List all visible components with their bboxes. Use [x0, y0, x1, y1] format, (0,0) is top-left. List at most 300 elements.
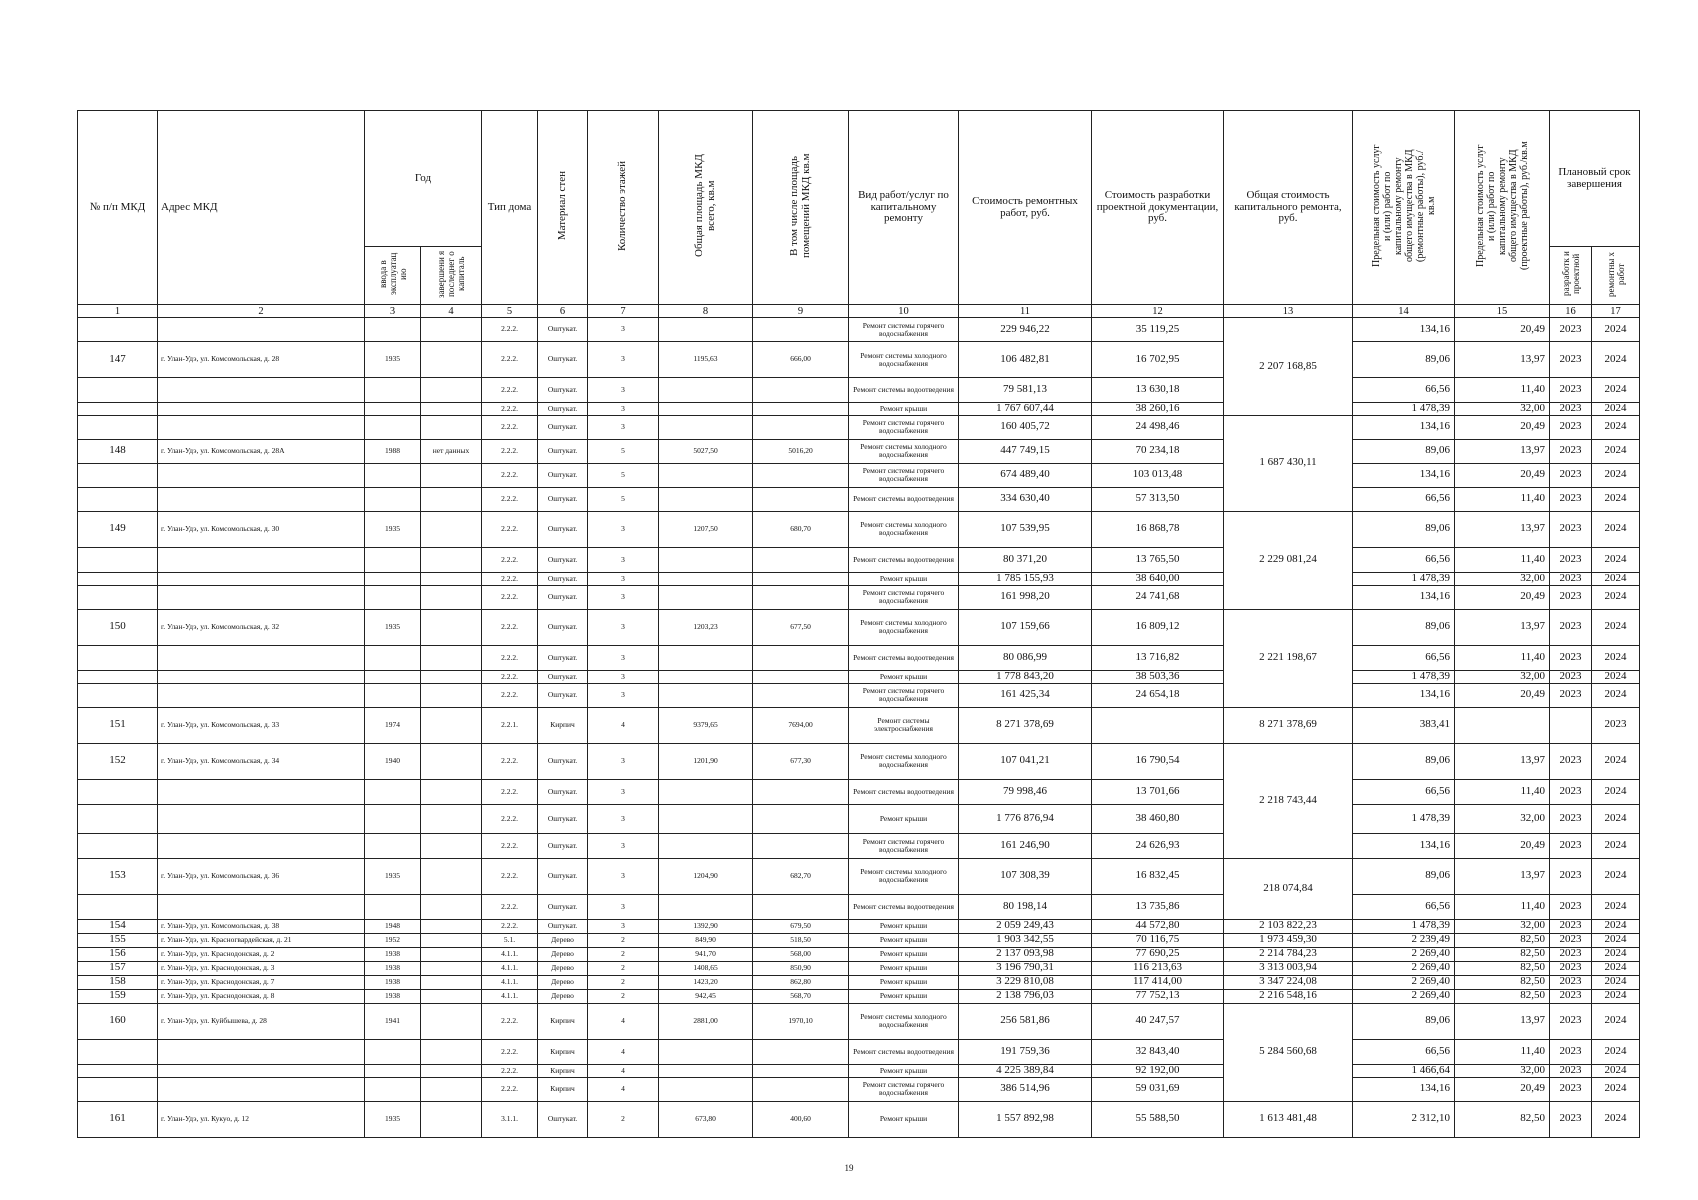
limit-design-cell: 32,00: [1455, 804, 1550, 833]
limit-design-cell: 13,97: [1455, 439, 1550, 463]
year-in-operation-cell: 1941: [365, 1003, 421, 1039]
wall-material-cell: Дерево: [538, 961, 588, 975]
wall-material-cell: Оштукат.: [538, 670, 588, 683]
table-row: [78, 547, 1640, 572]
design-cost-cell: 16 868,78: [1092, 511, 1224, 547]
table-row: [78, 1101, 1640, 1137]
address-cell: [158, 670, 365, 683]
year-in-operation-cell: [365, 670, 421, 683]
house-type-cell: 2.2.2.: [482, 439, 538, 463]
header-year-in-operation: [365, 247, 421, 305]
limit-design-cell: 11,40: [1455, 1039, 1550, 1064]
table-row: [78, 1039, 1640, 1064]
repair-cost-cell: 256 581,86: [959, 1003, 1092, 1039]
rooms-area-cell: 518,50: [753, 933, 849, 947]
design-cost-cell: 70 116,75: [1092, 933, 1224, 947]
total-area-cell: [659, 378, 753, 403]
address-cell: [158, 487, 365, 511]
table-row: [78, 1003, 1640, 1039]
repair-cost-cell: 1 557 892,98: [959, 1101, 1092, 1137]
repair-cost-cell: 1 767 607,44: [959, 403, 1092, 416]
floors-cell: 2: [588, 975, 659, 989]
rooms-area-cell: 666,00: [753, 342, 849, 378]
header-deadline: Плановый срок завершения: [1550, 111, 1640, 247]
year-last-overhaul-cell: [421, 989, 482, 1003]
address-cell: г. Улан-Удэ, ул. Комсомольская, д. 32: [158, 609, 365, 645]
capital-repair-table: [77, 110, 1640, 1138]
mkd-number-cell: [78, 894, 158, 919]
limit-design-cell: 82,50: [1455, 1101, 1550, 1137]
year-last-overhaul-cell: [421, 487, 482, 511]
deadline-design-cell: [1550, 707, 1592, 743]
design-cost-cell: 55 588,50: [1092, 1101, 1224, 1137]
house-type-cell: 2.2.2.: [482, 779, 538, 804]
table-row: [78, 318, 1640, 342]
rooms-area-cell: [753, 585, 849, 609]
total-area-cell: [659, 894, 753, 919]
limit-design-cell: 20,49: [1455, 318, 1550, 342]
deadline-repair-cell: 2024: [1592, 585, 1640, 609]
mkd-number-cell: [78, 1039, 158, 1064]
address-cell: г. Улан-Удэ, ул. Красногвардейская, д. 21: [158, 933, 365, 947]
address-cell: г. Улан-Удэ, ул. Комсомольская, д. 30: [158, 511, 365, 547]
deadline-repair-cell: 2024: [1592, 318, 1640, 342]
address-cell: [158, 463, 365, 487]
deadline-repair-cell: 2024: [1592, 975, 1640, 989]
limit-design-cell: 11,40: [1455, 779, 1550, 804]
work-type-cell: Ремонт системы горячего водоснабжения: [849, 318, 959, 342]
work-type-cell: Ремонт системы горячего водоснабжения: [849, 415, 959, 439]
limit-repair-cell: 89,06: [1353, 511, 1455, 547]
deadline-repair-cell: 2024: [1592, 858, 1640, 894]
work-type-cell: Ремонт системы горячего водоснабжения: [849, 463, 959, 487]
year-in-operation-cell: [365, 318, 421, 342]
year-last-overhaul-cell: [421, 707, 482, 743]
total-cost-cell: 3 313 003,94: [1224, 961, 1353, 975]
header-deadline-repair-text: ремонтны х работ: [1605, 251, 1626, 297]
total-cost-cell: 2 103 822,23: [1224, 919, 1353, 933]
deadline-design-cell: 2023: [1550, 318, 1592, 342]
total-cost-cell: 2 218 743,44: [1224, 743, 1353, 858]
limit-repair-cell: 89,06: [1353, 743, 1455, 779]
floors-cell: 4: [588, 1003, 659, 1039]
total-area-cell: 1203,23: [659, 609, 753, 645]
repair-cost-cell: 107 159,66: [959, 609, 1092, 645]
page-number: 19: [844, 1163, 854, 1173]
deadline-repair-cell: 2024: [1592, 804, 1640, 833]
wall-material-cell: Оштукат.: [538, 342, 588, 378]
limit-repair-cell: 66,56: [1353, 645, 1455, 670]
header-floors: [588, 111, 659, 305]
year-in-operation-cell: [365, 779, 421, 804]
work-type-cell: Ремонт крыши: [849, 804, 959, 833]
year-in-operation-cell: [365, 804, 421, 833]
floors-cell: 5: [588, 487, 659, 511]
header-house-type: Тип дома: [482, 111, 538, 305]
floors-cell: 3: [588, 919, 659, 933]
wall-material-cell: Оштукат.: [538, 894, 588, 919]
rooms-area-cell: 1970,10: [753, 1003, 849, 1039]
table-row: [78, 961, 1640, 975]
year-in-operation-cell: 1952: [365, 933, 421, 947]
header-wall-material: [538, 111, 588, 305]
wall-material-cell: Оштукат.: [538, 318, 588, 342]
header-limit-repair: [1353, 111, 1455, 305]
header-total-cost: Общая стоимость капитального ремонта, руб.: [1224, 111, 1353, 305]
table-row: [78, 919, 1640, 933]
wall-material-cell: Дерево: [538, 975, 588, 989]
limit-repair-cell: 66,56: [1353, 779, 1455, 804]
deadline-repair-cell: 2024: [1592, 833, 1640, 858]
design-cost-cell: 70 234,18: [1092, 439, 1224, 463]
table-row: [78, 947, 1640, 961]
total-area-cell: [659, 1039, 753, 1064]
house-type-cell: 2.2.2.: [482, 645, 538, 670]
deadline-design-cell: 2023: [1550, 463, 1592, 487]
mkd-number-cell: 147: [78, 342, 158, 378]
address-cell: г. Улан-Удэ, ул. Краснодонская, д. 8: [158, 989, 365, 1003]
work-type-cell: Ремонт системы холодного водоснабжения: [849, 439, 959, 463]
repair-cost-cell: 229 946,22: [959, 318, 1092, 342]
limit-repair-cell: 134,16: [1353, 463, 1455, 487]
deadline-repair-cell: 2024: [1592, 572, 1640, 585]
work-type-cell: Ремонт крыши: [849, 975, 959, 989]
table-row: [78, 804, 1640, 833]
deadline-design-cell: 2023: [1550, 975, 1592, 989]
floors-cell: 3: [588, 833, 659, 858]
repair-cost-cell: 161 998,20: [959, 585, 1092, 609]
total-area-cell: 673,80: [659, 1101, 753, 1137]
header-total-area: [659, 111, 753, 305]
year-in-operation-cell: [365, 378, 421, 403]
year-last-overhaul-cell: [421, 1101, 482, 1137]
house-type-cell: 2.2.2.: [482, 1077, 538, 1101]
house-type-cell: 2.2.2.: [482, 683, 538, 707]
table-row: [78, 511, 1640, 547]
floors-cell: 3: [588, 858, 659, 894]
table-row: [78, 975, 1640, 989]
total-area-cell: 941,70: [659, 947, 753, 961]
rooms-area-cell: 679,50: [753, 919, 849, 933]
rooms-area-cell: [753, 683, 849, 707]
deadline-repair-cell: 2024: [1592, 947, 1640, 961]
design-cost-cell: 40 247,57: [1092, 1003, 1224, 1039]
repair-cost-cell: 674 489,40: [959, 463, 1092, 487]
header-mkd-number: № п/п МКД: [78, 111, 158, 305]
table-row: [78, 463, 1640, 487]
design-cost-cell: 13 630,18: [1092, 378, 1224, 403]
mkd-number-cell: 153: [78, 858, 158, 894]
year-in-operation-cell: [365, 1077, 421, 1101]
wall-material-cell: Оштукат.: [538, 547, 588, 572]
year-in-operation-cell: [365, 487, 421, 511]
table-row: [78, 743, 1640, 779]
wall-material-cell: Оштукат.: [538, 804, 588, 833]
year-in-operation-cell: 1938: [365, 975, 421, 989]
work-type-cell: Ремонт системы электроснабжения: [849, 707, 959, 743]
table-row: [78, 1077, 1640, 1101]
house-type-cell: 2.2.2.: [482, 547, 538, 572]
address-cell: [158, 645, 365, 670]
total-cost-cell: 1 973 459,30: [1224, 933, 1353, 947]
address-cell: г. Улан-Удэ, ул. Комсомольская, д. 34: [158, 743, 365, 779]
limit-repair-cell: 134,16: [1353, 415, 1455, 439]
column-number-row: [78, 305, 1640, 318]
deadline-repair-cell: 2024: [1592, 743, 1640, 779]
total-area-cell: [659, 403, 753, 416]
year-in-operation-cell: [365, 833, 421, 858]
rooms-area-cell: [753, 670, 849, 683]
work-type-cell: Ремонт крыши: [849, 989, 959, 1003]
mkd-number-cell: [78, 487, 158, 511]
year-last-overhaul-cell: [421, 1039, 482, 1064]
year-in-operation-cell: 1938: [365, 947, 421, 961]
house-type-cell: 2.2.2.: [482, 1039, 538, 1064]
total-area-cell: [659, 683, 753, 707]
total-area-cell: 1201,90: [659, 743, 753, 779]
deadline-design-cell: 2023: [1550, 585, 1592, 609]
deadline-repair-cell: 2024: [1592, 1064, 1640, 1077]
address-cell: [158, 585, 365, 609]
rooms-area-cell: [753, 403, 849, 416]
limit-repair-cell: 134,16: [1353, 833, 1455, 858]
total-area-cell: [659, 1077, 753, 1101]
total-area-cell: [659, 415, 753, 439]
limit-repair-cell: 134,16: [1353, 683, 1455, 707]
floors-cell: 3: [588, 342, 659, 378]
column-number: 6: [538, 305, 588, 318]
total-cost-cell: 3 347 224,08: [1224, 975, 1353, 989]
year-last-overhaul-cell: [421, 894, 482, 919]
floors-cell: 4: [588, 1039, 659, 1064]
deadline-repair-cell: 2024: [1592, 933, 1640, 947]
floors-cell: 2: [588, 1101, 659, 1137]
design-cost-cell: 24 498,46: [1092, 415, 1224, 439]
mkd-number-cell: [78, 547, 158, 572]
work-type-cell: Ремонт системы водоотведения: [849, 378, 959, 403]
address-cell: г. Улан-Удэ, ул. Комсомольская, д. 38: [158, 919, 365, 933]
rooms-area-cell: [753, 463, 849, 487]
deadline-design-cell: 2023: [1550, 378, 1592, 403]
total-area-cell: [659, 318, 753, 342]
header-year-in-operation-text: ввода в эксплуатац ию: [377, 252, 408, 296]
table-row: [78, 609, 1640, 645]
mkd-number-cell: [78, 670, 158, 683]
work-type-cell: Ремонт системы горячего водоснабжения: [849, 585, 959, 609]
floors-cell: 4: [588, 1077, 659, 1101]
mkd-number-cell: 151: [78, 707, 158, 743]
deadline-repair-cell: 2024: [1592, 609, 1640, 645]
work-type-cell: Ремонт крыши: [849, 670, 959, 683]
header-year-last-overhaul: [421, 247, 482, 305]
floors-cell: 3: [588, 547, 659, 572]
wall-material-cell: Кирпич: [538, 707, 588, 743]
limit-repair-cell: 1 478,39: [1353, 670, 1455, 683]
address-cell: [158, 683, 365, 707]
floors-cell: 4: [588, 1064, 659, 1077]
header-deadline-design-text: разработк и проектной: [1560, 251, 1581, 297]
wall-material-cell: Оштукат.: [538, 779, 588, 804]
floors-cell: 3: [588, 415, 659, 439]
deadline-repair-cell: 2024: [1592, 511, 1640, 547]
deadline-repair-cell: 2024: [1592, 342, 1640, 378]
house-type-cell: 2.2.2.: [482, 858, 538, 894]
mkd-number-cell: [78, 585, 158, 609]
table-row: [78, 487, 1640, 511]
design-cost-cell: 117 414,00: [1092, 975, 1224, 989]
table-row: [78, 572, 1640, 585]
house-type-cell: 2.2.2.: [482, 609, 538, 645]
repair-cost-cell: 3 229 810,08: [959, 975, 1092, 989]
total-cost-cell: 5 284 560,68: [1224, 1003, 1353, 1101]
deadline-design-cell: 2023: [1550, 833, 1592, 858]
column-number: 13: [1224, 305, 1353, 318]
rooms-area-cell: 5016,20: [753, 439, 849, 463]
year-last-overhaul-cell: [421, 670, 482, 683]
total-cost-cell: 218 074,84: [1224, 858, 1353, 919]
design-cost-cell: 13 765,50: [1092, 547, 1224, 572]
wall-material-cell: Оштукат.: [538, 403, 588, 416]
floors-cell: 5: [588, 439, 659, 463]
deadline-design-cell: 2023: [1550, 989, 1592, 1003]
address-cell: [158, 779, 365, 804]
limit-repair-cell: 2 269,40: [1353, 989, 1455, 1003]
work-type-cell: Ремонт системы водоотведения: [849, 547, 959, 572]
address-cell: [158, 547, 365, 572]
column-number: 7: [588, 305, 659, 318]
repair-cost-cell: 161 425,34: [959, 683, 1092, 707]
wall-material-cell: Оштукат.: [538, 833, 588, 858]
design-cost-cell: 16 809,12: [1092, 609, 1224, 645]
limit-repair-cell: 89,06: [1353, 1003, 1455, 1039]
deadline-design-cell: 2023: [1550, 439, 1592, 463]
floors-cell: 3: [588, 670, 659, 683]
year-in-operation-cell: 1938: [365, 961, 421, 975]
work-type-cell: Ремонт системы холодного водоснабжения: [849, 1003, 959, 1039]
header-limit-design: [1455, 111, 1550, 305]
deadline-design-cell: 2023: [1550, 645, 1592, 670]
mkd-number-cell: 156: [78, 947, 158, 961]
limit-design-cell: 20,49: [1455, 463, 1550, 487]
work-type-cell: Ремонт системы горячего водоснабжения: [849, 683, 959, 707]
limit-design-cell: 13,97: [1455, 342, 1550, 378]
address-cell: г. Улан-Удэ, ул. Куйбышева, д. 28: [158, 1003, 365, 1039]
design-cost-cell: 92 192,00: [1092, 1064, 1224, 1077]
repair-cost-cell: 1 778 843,20: [959, 670, 1092, 683]
year-last-overhaul-cell: [421, 645, 482, 670]
work-type-cell: Ремонт системы водоотведения: [849, 894, 959, 919]
house-type-cell: 2.2.2.: [482, 403, 538, 416]
limit-repair-cell: 1 478,39: [1353, 804, 1455, 833]
limit-design-cell: 11,40: [1455, 645, 1550, 670]
total-area-cell: [659, 833, 753, 858]
mkd-number-cell: 160: [78, 1003, 158, 1039]
design-cost-cell: 24 626,93: [1092, 833, 1224, 858]
address-cell: [158, 403, 365, 416]
table-row: [78, 342, 1640, 378]
wall-material-cell: Оштукат.: [538, 743, 588, 779]
total-area-cell: 849,90: [659, 933, 753, 947]
column-number: 8: [659, 305, 753, 318]
header-year: Год: [365, 111, 482, 247]
total-area-cell: [659, 487, 753, 511]
deadline-repair-cell: 2024: [1592, 779, 1640, 804]
floors-cell: 3: [588, 318, 659, 342]
year-last-overhaul-cell: [421, 378, 482, 403]
limit-design-cell: 20,49: [1455, 585, 1550, 609]
limit-design-cell: 82,50: [1455, 989, 1550, 1003]
limit-design-cell: 20,49: [1455, 1077, 1550, 1101]
rooms-area-cell: 677,50: [753, 609, 849, 645]
address-cell: г. Улан-Удэ, ул. Комсомольская, д. 33: [158, 707, 365, 743]
floors-cell: 3: [588, 585, 659, 609]
year-last-overhaul-cell: [421, 585, 482, 609]
design-cost-cell: 24 654,18: [1092, 683, 1224, 707]
design-cost-cell: 59 031,69: [1092, 1077, 1224, 1101]
column-number: 10: [849, 305, 959, 318]
column-number: 12: [1092, 305, 1224, 318]
repair-cost-cell: 2 059 249,43: [959, 919, 1092, 933]
rooms-area-cell: [753, 487, 849, 511]
deadline-design-cell: 2023: [1550, 547, 1592, 572]
column-number: 9: [753, 305, 849, 318]
wall-material-cell: Дерево: [538, 947, 588, 961]
address-cell: [158, 1039, 365, 1064]
deadline-design-cell: 2023: [1550, 683, 1592, 707]
column-number: 2: [158, 305, 365, 318]
floors-cell: 3: [588, 645, 659, 670]
wall-material-cell: Оштукат.: [538, 572, 588, 585]
total-cost-cell: 8 271 378,69: [1224, 707, 1353, 743]
year-in-operation-cell: [365, 463, 421, 487]
address-cell: [158, 1077, 365, 1101]
table-row: [78, 707, 1640, 743]
total-cost-cell: 1 687 430,11: [1224, 415, 1353, 511]
work-type-cell: Ремонт системы горячего водоснабжения: [849, 1077, 959, 1101]
year-in-operation-cell: [365, 403, 421, 416]
limit-design-cell: 13,97: [1455, 858, 1550, 894]
repair-cost-cell: 2 137 093,98: [959, 947, 1092, 961]
mkd-number-cell: 157: [78, 961, 158, 975]
year-in-operation-cell: 1940: [365, 743, 421, 779]
rooms-area-cell: [753, 378, 849, 403]
mkd-number-cell: [78, 1064, 158, 1077]
mkd-number-cell: 159: [78, 989, 158, 1003]
address-cell: [158, 318, 365, 342]
wall-material-cell: Оштукат.: [538, 511, 588, 547]
mkd-number-cell: 149: [78, 511, 158, 547]
wall-material-cell: Кирпич: [538, 1003, 588, 1039]
total-area-cell: [659, 670, 753, 683]
mkd-number-cell: [78, 403, 158, 416]
address-cell: [158, 415, 365, 439]
deadline-design-cell: 2023: [1550, 1064, 1592, 1077]
year-in-operation-cell: [365, 645, 421, 670]
floors-cell: 3: [588, 609, 659, 645]
table-row: [78, 894, 1640, 919]
deadline-design-cell: 2023: [1550, 1003, 1592, 1039]
house-type-cell: 2.2.2.: [482, 670, 538, 683]
limit-repair-cell: 1 478,39: [1353, 919, 1455, 933]
repair-cost-cell: 80 086,99: [959, 645, 1092, 670]
limit-repair-cell: 134,16: [1353, 1077, 1455, 1101]
floors-cell: 3: [588, 804, 659, 833]
year-in-operation-cell: [365, 894, 421, 919]
floors-cell: 3: [588, 683, 659, 707]
table-row: [78, 403, 1640, 416]
year-last-overhaul-cell: [421, 933, 482, 947]
column-number: 4: [421, 305, 482, 318]
